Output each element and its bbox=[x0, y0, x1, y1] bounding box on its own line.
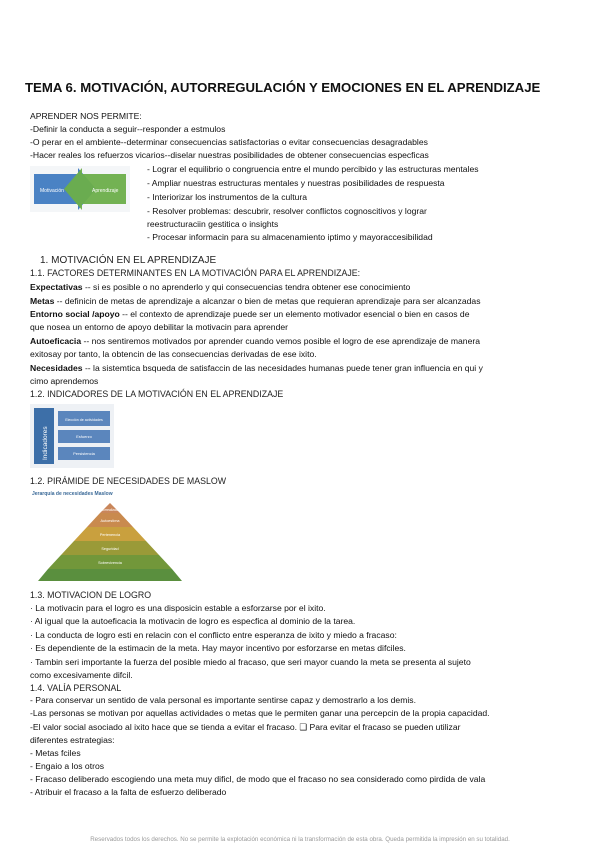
subsection-heading: 1.2. PIRÁMIDE DE NECESIDADES DE MASLOW bbox=[30, 476, 227, 486]
maslow-level-label: Seguridad bbox=[101, 547, 119, 551]
self-worth-line: - Engaio a los otros bbox=[30, 761, 105, 771]
subsection-heading: 1.1. FACTORES DETERMINANTES EN LA MOTIVACIÓN PARA EL APRENDIZAJE: bbox=[30, 268, 361, 278]
achievement-line: · La motivacin para el logro es una disposicin estable a esforzarse por el ixito. bbox=[30, 603, 326, 613]
intro-bullet: - Interiorizar los instrumentos de la cultura bbox=[147, 192, 308, 202]
maslow-level-label: Autorrealización bbox=[97, 508, 123, 512]
learning-label: Aprendizaje bbox=[92, 188, 119, 194]
factor-text: -- definicin de metas de aprendizaje a alcanzar o bien de metas que requieran aprendizaje para ser alcanzadas bbox=[54, 296, 481, 306]
achievement-line: · La conducta de logro esti en relacin con el conflicto entre esperanza de ixito y miedo a fracaso: bbox=[30, 630, 397, 640]
factor-term: Necesidades bbox=[30, 363, 83, 373]
self-worth-line: - Metas fciles bbox=[30, 748, 81, 758]
factor-line bbox=[30, 309, 469, 320]
factor-line bbox=[30, 363, 483, 374]
factor-text: que nosea un entorno de apoyo debilitar la motivacin para aprender bbox=[30, 322, 288, 332]
intro-heading: APRENDER NOS PERMITE: bbox=[30, 111, 142, 121]
maslow-level bbox=[38, 569, 182, 581]
subsection-heading: 1.3. MOTIVACION DE LOGRO bbox=[30, 590, 152, 600]
factor-text: -- si es posible o no aprenderlo y qui consecuencias tendra obtener ese conocimiento bbox=[82, 282, 411, 292]
maslow-level-label: Sobrevivencia bbox=[98, 561, 122, 565]
factor-line bbox=[30, 282, 410, 293]
page-title: TEMA 6. MOTIVACIÓN, AUTORREGULACIÓN Y EMOCIONES EN EL APRENDIZAJE bbox=[25, 80, 541, 95]
self-worth-line: - Fracaso deliberado escogiendo una meta muy dificl, de modo que el fracaso no sea considerado como pirdida de vala bbox=[30, 774, 486, 784]
factor-text: -- el contexto de aprendizaje puede ser un elemento motivador esencial o bien en casos de bbox=[119, 309, 470, 319]
section-heading: 1. MOTIVACIÓN EN EL APRENDIZAJE bbox=[40, 255, 217, 266]
subsection-heading: 1.4. VALÍA PERSONAL bbox=[30, 683, 122, 693]
intro-line: -Hacer reales los refuerzos vicarios--diselar nuestras posibilidades de obtener consecuencias especficas bbox=[30, 150, 429, 160]
achievement-line: · Es dependiente de la estimacin de la meta. Hay mayor incentivo por esforzarse en metas difciles. bbox=[30, 643, 406, 653]
factor-text: cimo aprendemos bbox=[30, 376, 99, 386]
self-worth-line: -Las personas se motivan por aquellas actividades o metas que le permiten ganar una percepcin de la propia capacidad. bbox=[30, 708, 490, 718]
factor-line bbox=[30, 376, 98, 387]
intro-line: -O perar en el ambiente--determinar consecuencias satisfactorias o evitar consecuencias desagradables bbox=[30, 137, 428, 147]
motivation-learning-diagram bbox=[30, 166, 130, 212]
factor-line bbox=[30, 349, 317, 360]
factor-term: Expectativas bbox=[30, 282, 83, 292]
achievement-line: · Tambin seri importante la fuerza del posible miedo al fracaso, que seri mayor cuando la meta se presenta al sujeto bbox=[30, 657, 471, 667]
intro-bullet: reestructuraciin gestitica o insights bbox=[147, 219, 279, 229]
indicator-label: Persistencia bbox=[73, 451, 95, 456]
achievement-line: · Al igual que la autoeficacia la motivacin de logro es especfica al dominio de la tarea. bbox=[30, 616, 356, 626]
self-worth-line: - Atribuir el fracaso a la falta de esfuerzo deliberado bbox=[30, 787, 227, 797]
self-worth-line: diferentes estrategias: bbox=[30, 735, 115, 745]
factor-line bbox=[30, 322, 288, 333]
intro-line: -Definir la conducta a seguir--responder a estmulos bbox=[30, 124, 226, 134]
maslow-pyramid bbox=[30, 487, 190, 587]
intro-bullet: - Ampliar nuestras estructuras mentales y nuestras posibilidades de respuesta bbox=[147, 178, 445, 188]
self-worth-line: - Para conservar un sentido de vala personal es importante sentirse capaz y demostrarlo a los demis. bbox=[30, 695, 416, 705]
indicators-side-label: Indicadores bbox=[42, 426, 49, 460]
indicators-diagram bbox=[30, 404, 114, 468]
maslow-level-label: Pertenencia bbox=[99, 533, 121, 537]
factor-text: -- la sistemtica bsqueda de satisfaccin de las necesidades humanas puede tener gran influencia en qui y bbox=[82, 363, 483, 373]
factor-term: Autoeficacia bbox=[30, 336, 82, 346]
motivation-label: Motivación bbox=[40, 188, 64, 194]
intro-bullet: - Resolver problemas: descubrir, resolver conflictos cognoscitivos y lograr bbox=[147, 206, 427, 216]
subsection-heading: 1.2. INDICADORES DE LA MOTIVACIÓN EN EL APRENDIZAJE bbox=[30, 389, 284, 399]
copyright-footer: Reservados todos los derechos. No se permite la explotación económica ni la transformación de esta obra. Queda permitida la impresión en su totalidad. bbox=[90, 836, 510, 843]
self-worth-line: -El valor social asociado al ixito hace que se tienda a evitar el fracaso. ❑ Para evitar el fracaso se pueden utilizar bbox=[30, 722, 461, 732]
intro-bullet: - Procesar informacin para su almacenamiento iptimo y mayoraccesibilidad bbox=[147, 232, 433, 242]
factor-text: -- nos sentiremos motivados por aprender cuando vemos posible el logro de ese aprendizaje de manera bbox=[81, 336, 480, 346]
factor-line bbox=[30, 296, 481, 307]
factor-line bbox=[30, 336, 480, 347]
indicator-label: Esfuerzo bbox=[76, 434, 92, 439]
maslow-caption: Jerarquía de necesidades Maslow bbox=[32, 491, 113, 497]
indicator-label: Elección de actividades bbox=[65, 418, 103, 422]
maslow-level-label: Autoestima bbox=[100, 519, 120, 523]
achievement-line: como excesivamente difcil. bbox=[30, 670, 133, 680]
factor-term: Entorno social /apoyo bbox=[30, 309, 120, 319]
intro-bullet: - Lograr el equilibrio o congruencia entre el mundo percibido y las estructuras mentales bbox=[147, 164, 479, 174]
factor-term: Metas bbox=[30, 296, 55, 306]
factor-text: exitosay por tanto, la obtencin de las consecuencias derivadas de ese ixito. bbox=[30, 349, 317, 359]
